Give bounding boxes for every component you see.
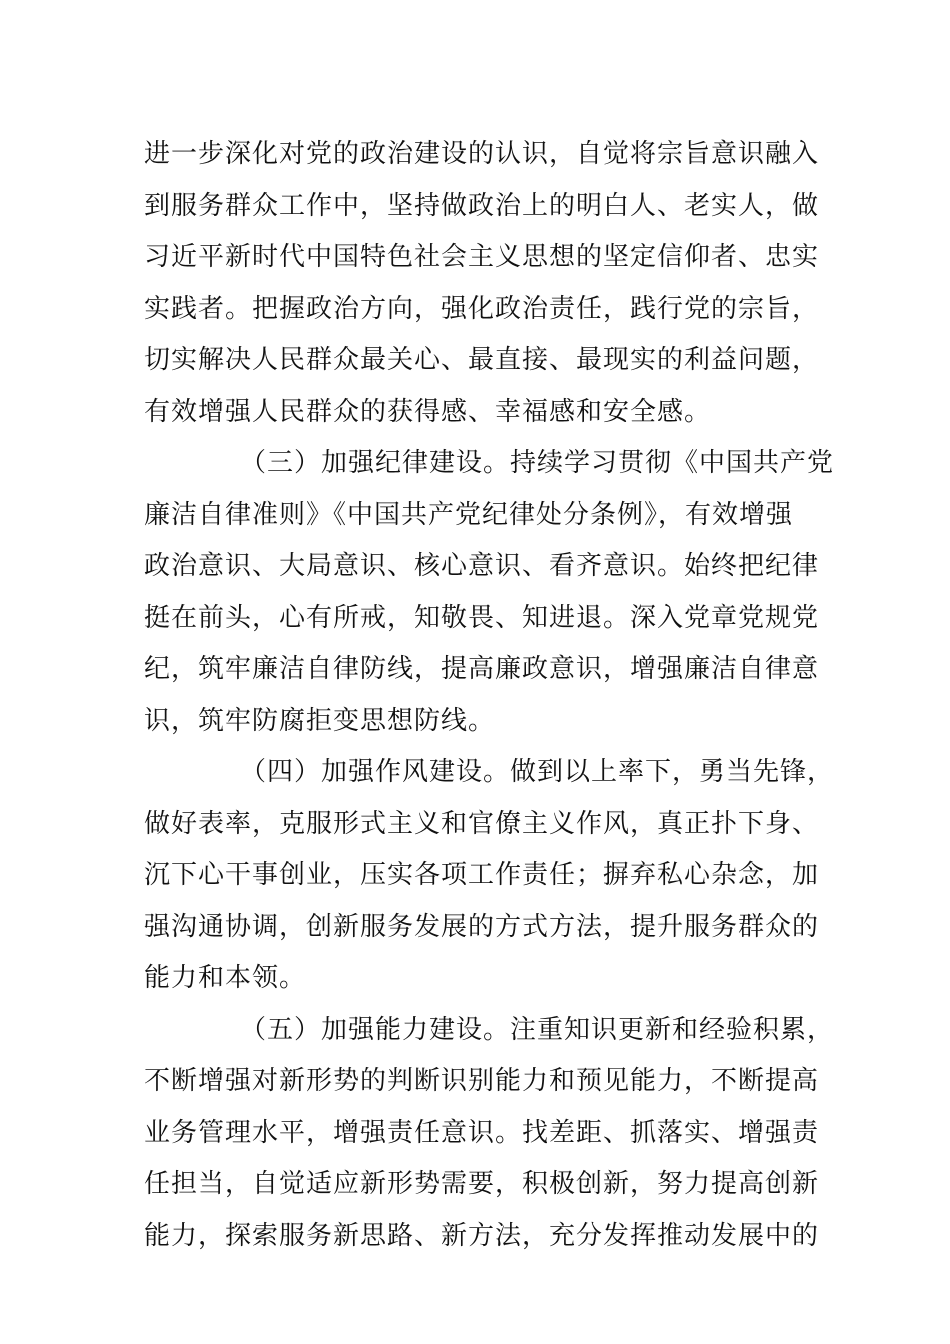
text-line: 习近平新时代中国特色社会主义思想的坚定信仰者、忠实	[144, 242, 820, 272]
text-line: 实践者。把握政治方向，强化政治责任，践行党的宗旨，	[144, 293, 820, 324]
text-line: 做好表率，克服形式主义和官僚主义作风，真正扑下身、	[144, 808, 820, 839]
text-line: 任担当，自觉适应新形势需要，积极创新，努力提高创新	[144, 1169, 820, 1199]
text-line: 业务管理水平，增强责任意识。找差距、抓落实、增强责	[144, 1117, 820, 1148]
body-text	[144, 129, 835, 1262]
text-line: 能力和本领。	[144, 963, 307, 993]
text-line: 进一步深化对党的政治建设的认识，自觉将宗旨意识融入	[144, 139, 820, 169]
text-line: 切实解决人民群众最关心、最直接、最现实的利益问题，	[144, 345, 820, 375]
text-line: 纪，筑牢廉洁自律防线，提高廉政意识，增强廉洁自律意	[144, 654, 820, 684]
text-line: 到服务群众工作中，坚持做政治上的明白人、老实人，做	[144, 190, 820, 221]
text-line: 识，筑牢防腐拒变思想防线。	[144, 705, 496, 736]
text-line: 不断增强对新形势的判断识别能力和预见能力，不断提高	[144, 1066, 820, 1096]
section-heading-line: （三）加强纪律建设。持续学习贯彻《中国共产党	[240, 448, 835, 478]
section-heading-line: （四）加强作风建设。做到以上率下，勇当先锋，	[240, 757, 835, 787]
text-line: 有效增强人民群众的获得感、幸福感和安全感。	[144, 396, 712, 427]
text-line: 廉洁自律准则》《中国共产党纪律处分条例》，有效增强	[144, 499, 794, 530]
text-line: 挺在前头，心有所戒，知敬畏、知进退。深入党章党规党	[144, 602, 820, 633]
section-heading-line: （五）加强能力建设。注重知识更新和经验积累，	[240, 1014, 835, 1045]
text-line: 能力，探索服务新思路、新方法，充分发挥推动发展中的	[144, 1220, 820, 1251]
text-line: 强沟通协调，创新服务发展的方式方法，提升服务群众的	[144, 911, 820, 942]
text-line: 沉下心干事创业，压实各项工作责任；摒弃私心杂念，加	[144, 860, 820, 890]
text-line: 政治意识、大局意识、核心意识、看齐意识。始终把纪律	[144, 551, 820, 581]
